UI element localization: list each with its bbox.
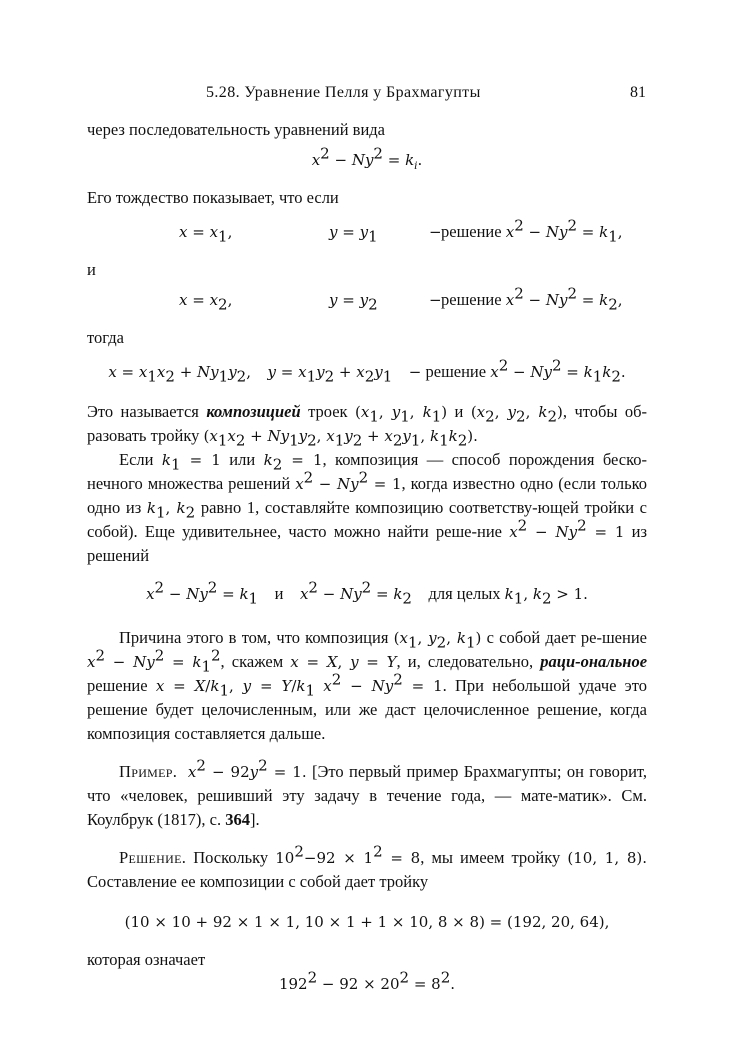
paragraph-solution: Решение. Поскольку $10^2-92 \times 1^2 = 8$, мы имеем тройку (10, 1, 8). Составление ее композиции с собой дает тройку [87, 842, 648, 891]
citation-page: 364 [225, 810, 250, 829]
solution-label: Решение. [119, 848, 187, 867]
paragraph-composition-definition: Это называется композицией троек ($x_1$, $y_1$, $k_1$) и ($x_2$, $y_2$, $k_2$), чтобы об-разовать тройку ($x_1x_2 + Ny_1y_2$, $x_1y_2 + x_2y_1$, $k_1k_2$). [87, 402, 648, 450]
paragraph-infinite-solutions: Если $k_1 = 1$ или $k_2 = 1$, композиция — способ порождения беско-нечного множества решений $x^2 - Ny^2 = 1$, когда известно одно (если только одно из $k_1$, $k_2$ равно 1, составляйте композицию соответству-ющей тройки с собой). Еще удивительнее, часто можно найти реше-ние $x^2 - Ny^2 = 1$ из решений [87, 450, 648, 565]
paragraph-final-intro: которая означает [87, 950, 206, 969]
paragraph-and: и [87, 260, 96, 279]
paragraph-then: тогда [87, 328, 124, 347]
term-rational: раци-ональное [540, 652, 648, 671]
chapter-section-title: 5.28. Уравнение Пелля у Брахмагупты [206, 84, 481, 101]
page-body [87, 118, 647, 996]
paragraph-reason: Причина этого в том, что композиция ($x_1$, $y_2$, $k_1$) с собой дает ре-шение $x^2 - Ny^2 = k_1^2$, скажем x = X, y = Y, и, следовательно, раци-ональное решение $x = X/k_1$, $y = Y/k_1$ $x^2 - Ny^2 = 1$. При небольшой удаче это решение будет целочисленным, или же даст целочисленное решение, когда композиция составляется дальше. [87, 628, 648, 743]
equation-triple-composition: (10 × 10 + 92 × 1 × 1, 10 × 1 + 1 × 10, 8 × 8) = (192, 20, 64), [124, 913, 610, 931]
page-number: 81 [630, 84, 646, 101]
paragraph-example: Пример. $x^2 - 92y^2 = 1$. [Это первый пример Брахмагупты; он говорит, что «человек, решивший эту задачу в течение года, — мате-матик». См. Коулбрук (1817), с. 364]. [87, 756, 648, 829]
equation-case-2: $x = x_2$, $y = y_2$ − решение $x^2 - Ny^2 = k_2$, [179, 284, 623, 314]
term-composition: композицией [206, 402, 301, 421]
example-label: Пример. [119, 762, 178, 781]
equation-final: $192^2 - 92 \times 20^2 = 8^2$. [278, 968, 456, 993]
paragraph-identity: Его тождество показывает, что если [87, 188, 339, 207]
running-header [0, 84, 730, 106]
paragraph-intro: через последовательность уравнений вида [87, 120, 385, 139]
equation-pell-ki: $x^2 - Ny^2 = k_i$. [311, 144, 423, 172]
equation-two-solutions: $x^2 - Ny^2 = k_1$ и $x^2 - Ny^2 = k_2$ для целых $k_1$, $k_2 > 1$. [146, 578, 588, 608]
equation-case-1: $x = x_1$, $y = y_1$ − решение $x^2 - Ny^2 = k_1$, [179, 216, 623, 246]
equation-composition: $x = x_1x_2 + Ny_1y_2$, $y = x_1y_2 + x_2y_1$ − решение $x^2 - Ny^2 = k_1k_2$. [108, 356, 626, 386]
